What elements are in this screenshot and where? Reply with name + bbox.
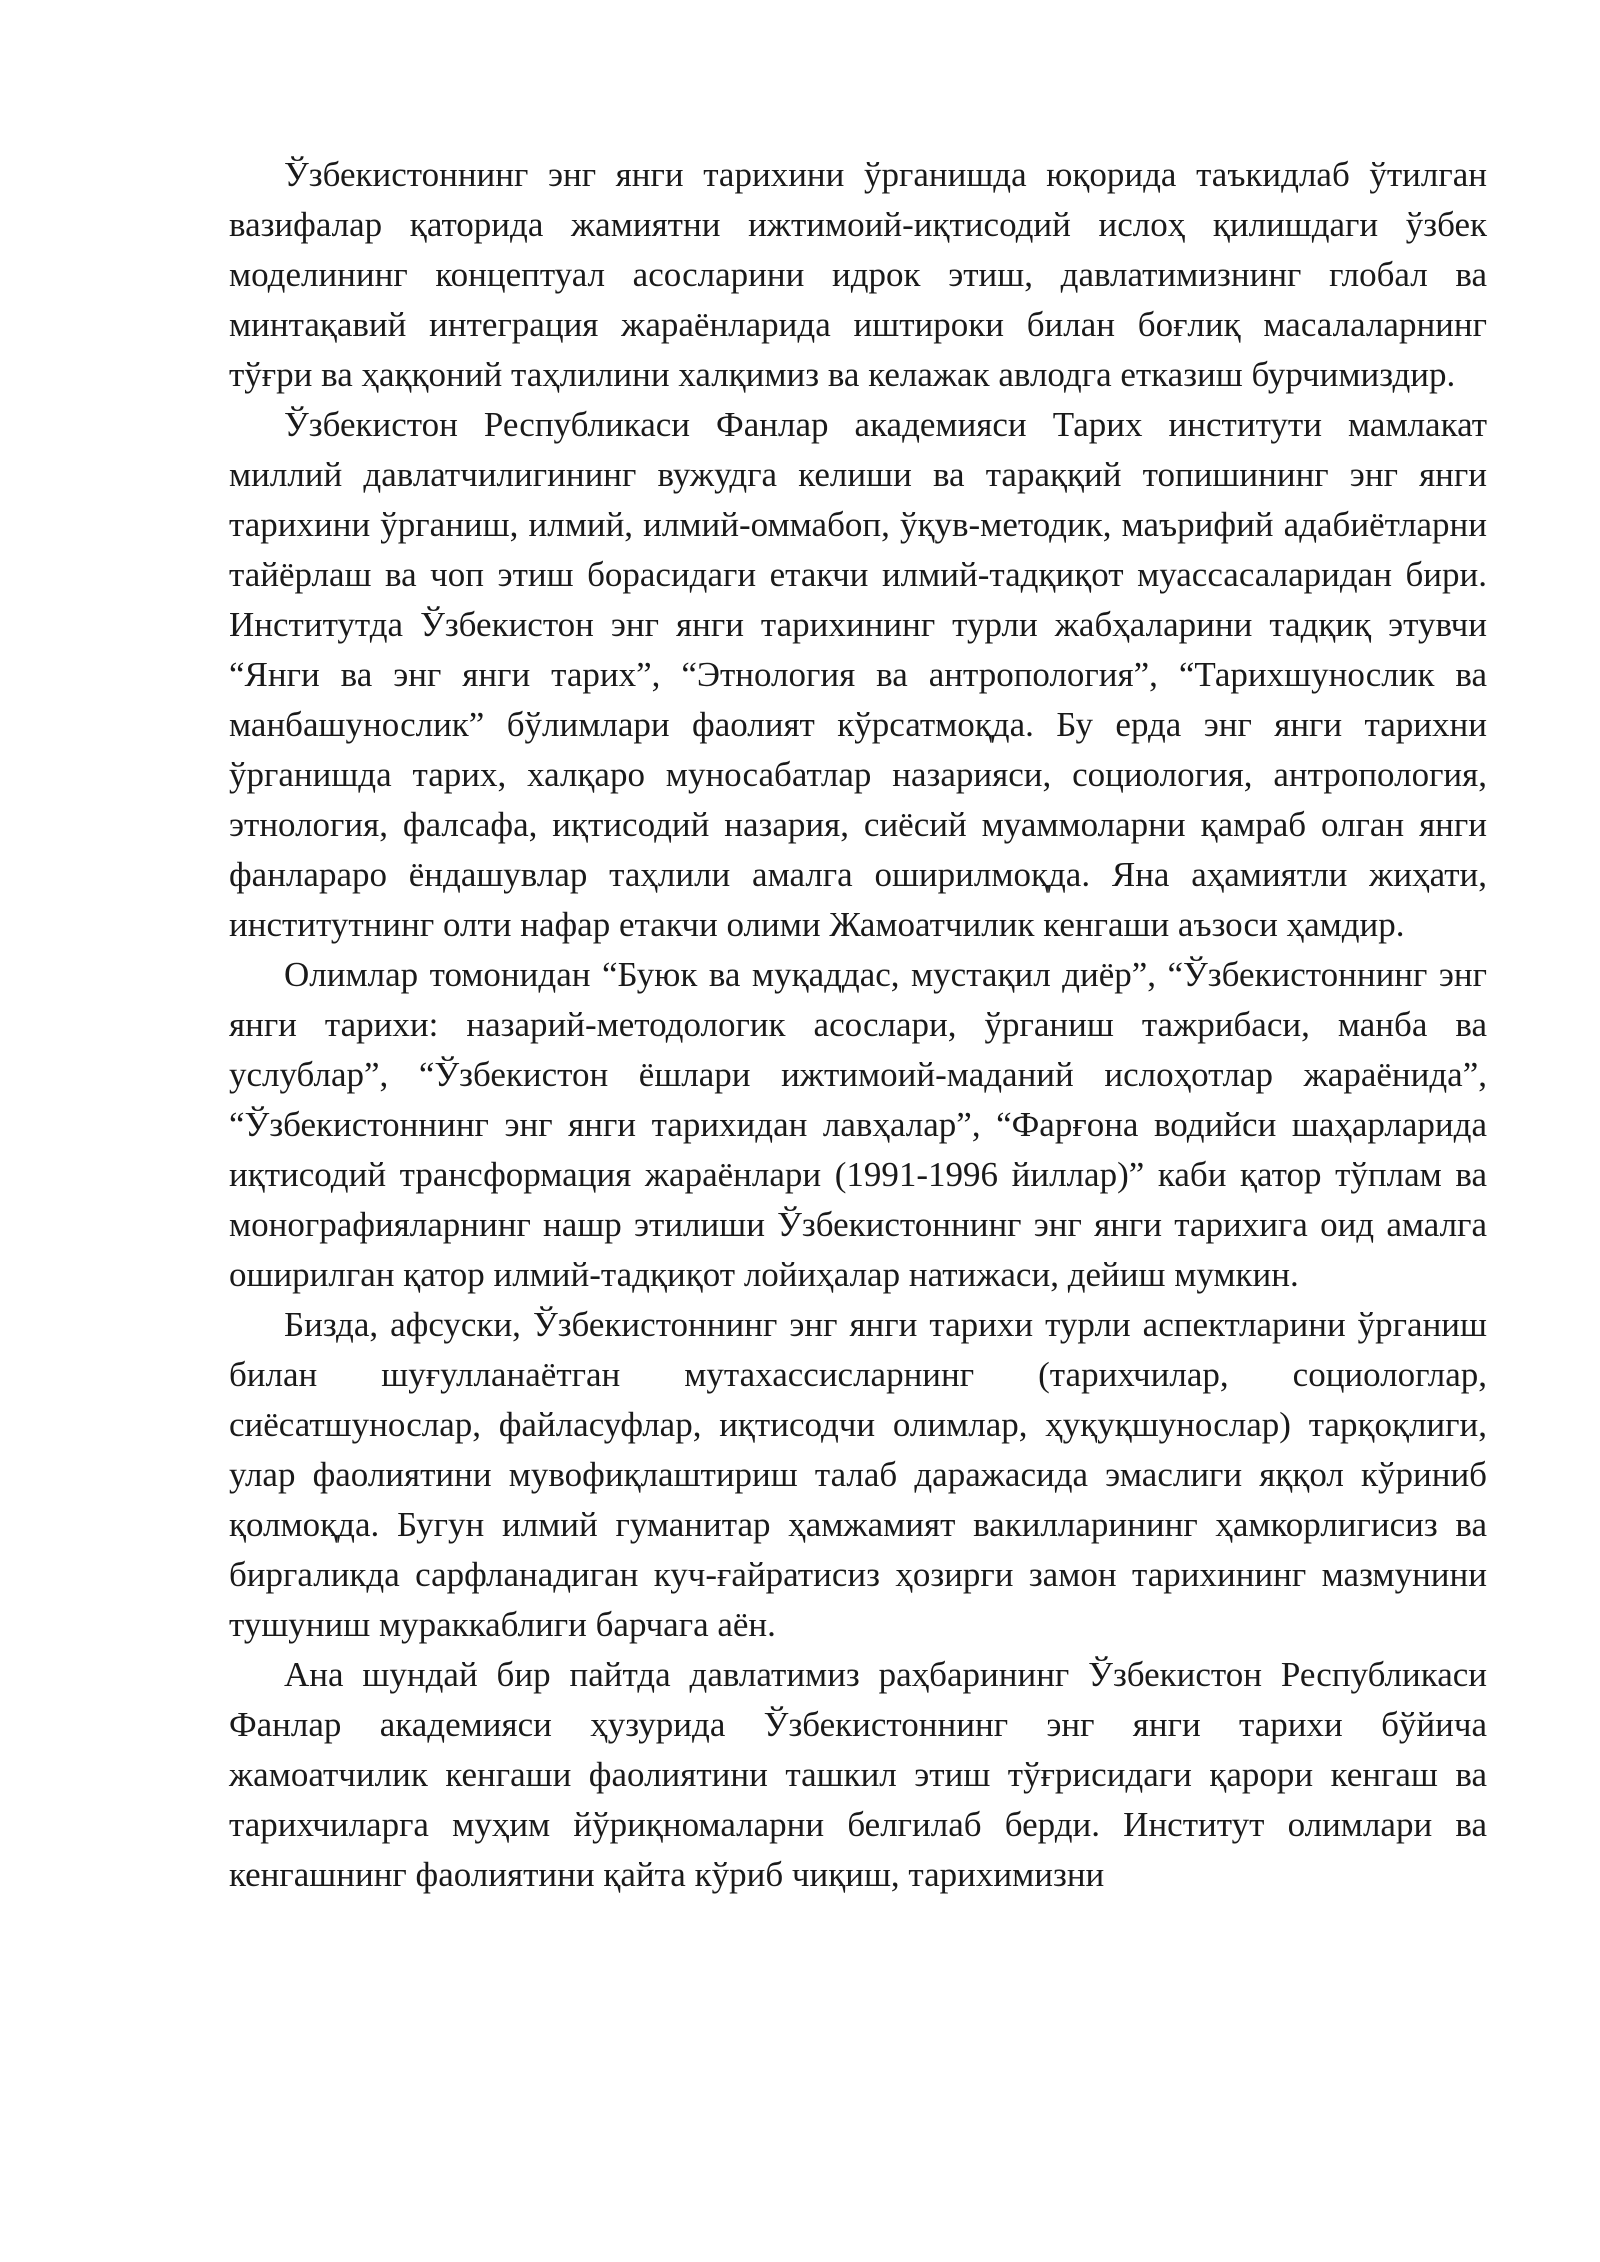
paragraph-5: Ана шундай бир пайтда давлатимиз раҳбарининг Ўзбекистон Республикаси Фанлар академияси ҳузурида Ўзбекистоннинг энг янги тарихи бўйича жамоатчилик кенгаши фаолиятини ташкил этиш тўғрисидаги қарори кенгаш ва тарихчиларга муҳим йўриқномаларни белгилаб берди. Институт олимлари ва кенгашнинг фаолиятини қайта кўриб чиқиш, тарихимизни: [229, 1655, 1487, 1894]
paragraph-1: Ўзбекистоннинг энг янги тарихини ўрганишда юқорида таъкидлаб ўтилган вазифалар қаторида жамиятни ижтимоий-иқтисодий ислоҳ қилишдаги ўзбек моделининг концептуал асосларини идрок этиш, давлатимизнинг глобал ва минтақавий интеграция жараёнларида иштироки билан боғлиқ масалаларнинг тўғри ва ҳаққоний таҳлилини халқимиз ва келажак авлодга етказиш бурчимиздир.: [229, 155, 1487, 394]
document-body: [229, 150, 1487, 1900]
paragraph-2: Ўзбекистон Республикаси Фанлар академияси Тарих институти мамлакат миллий давлатчилигининг вужудга келиши ва тараққий топишининг энг янги тарихини ўрганиш, илмий, илмий-оммабоп, ўқув-методик, маърифий адабиётларни тайёрлаш ва чоп этиш борасидаги етакчи илмий-тадқиқот муассасаларидан бири. Институтда Ўзбекистон энг янги тарихининг турли жабҳаларини тадқиқ этувчи “Янги ва энг янги тарих”, “Этнология ва антропология”, “Тарихшунослик ва манбашунослик” бўлимлари фаолият кўрсатмоқда. Бу ерда энг янги тарихни ўрганишда тарих, халқаро муносабатлар назарияси, социология, антропология, этнология, фалсафа, иқтисодий назария, сиёсий муаммоларни қамраб олган янги фанлараро ёндашувлар таҳлили амалга оширилмоқда. Яна аҳамиятли жиҳати, институтнинг олти нафар етакчи олими Жамоатчилик кенгаши аъзоси ҳамдир.: [229, 405, 1487, 944]
paragraph-3: Олимлар томонидан “Буюк ва муқаддас, мустақил диёр”, “Ўзбекистоннинг энг янги тарихи: назарий-методологик асослари, ўрганиш тажрибаси, манба ва услублар”, “Ўзбекистон ёшлари ижтимоий-маданий ислоҳотлар жараёнида”, “Ўзбекистоннинг энг янги тарихидан лавҳалар”, “Фарғона водийси шаҳарларида иқтисодий трансформация жараёнлари (1991-1996 йиллар)” каби қатор тўплам ва монографияларнинг нашр этилиши Ўзбекистоннинг энг янги тарихига оид амалга оширилган қатор илмий-тадқиқот лойиҳалар натижаси, дейиш мумкин.: [229, 955, 1487, 1294]
paragraph-4: Бизда, афсуски, Ўзбекистоннинг энг янги тарихи турли аспектларини ўрганиш билан шуғулланаётган мутахассисларнинг (тарихчилар, социологлар, сиёсатшунослар, файласуфлар, иқтисодчи олимлар, ҳуқуқшунослар) тарқоқлиги, улар фаолиятини мувофиқлаштириш талаб даражасида эмаслиги яққол кўриниб қолмоқда. Бугун илмий гуманитар ҳамжамият вакилларининг ҳамкорлигисиз ва биргаликда сарфланадиган куч-ғайратисиз ҳозирги замон тарихининг мазмунини тушуниш мураккаблиги барчага аён.: [229, 1305, 1487, 1644]
